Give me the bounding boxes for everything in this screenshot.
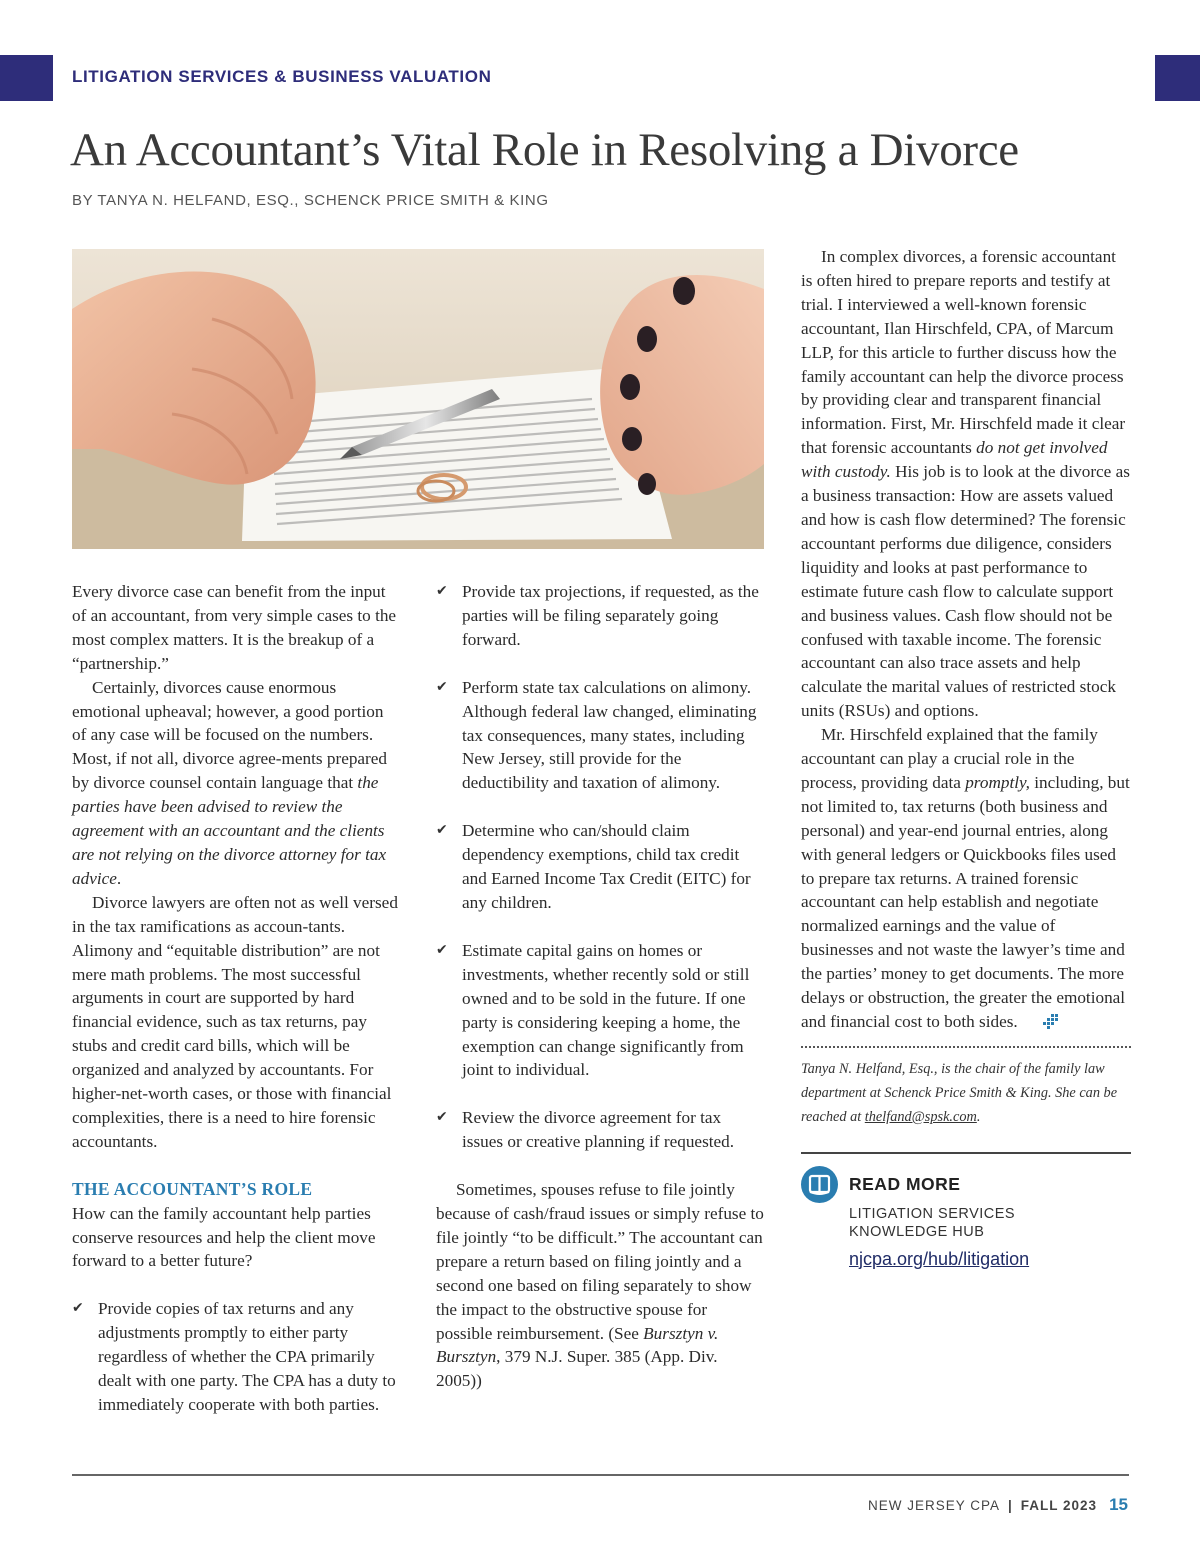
checklist-item: ✔ Provide tax projections, if requested, as the parties will be filing separately going forward. [436, 582, 759, 649]
checklist-item: ✔ Provide copies of tax returns and any adjustments promptly to either party regardless of whether the CPA primarily dealt with one party. The CPA has a duty to immediately cooperate with both parties. [72, 1299, 396, 1414]
page-number: 15 [1109, 1495, 1128, 1514]
divider [801, 1152, 1131, 1154]
paragraph: Sometimes, spouses refuse to file jointly because of cash/fraud issues or simply refuse to file jointly “to be difficult.” The accountant can prepare a return based on filing jointly and a second one based on filing separately to show the impact to the obstructive spouse for possible reimbursement. (See Bursztyn v. Bursztyn, 379 N.J. Super. 385 (App. Div. 2005)) [436, 1180, 764, 1391]
check-icon: ✔ [72, 1300, 84, 1317]
paragraph: Divorce lawyers are often not as well versed in the tax ramifications as accoun-tants. Alimony and “equitable distribution” are not mere math problems. The most successful arguments in court are supported by hard financial evidence, such as tax returns, pay stubs and credit card bills, which will be organized and analyzed by accountants. For higher-net-worth cases, or those with financial complexities, there is a need to hire forensic accountants. [72, 892, 398, 1151]
divider [801, 1046, 1131, 1048]
paragraph: How can the family accountant help parties conserve resources and help the client move forward to a better future? [72, 1203, 376, 1271]
check-icon: ✔ [436, 583, 448, 599]
check-icon: ✔ [436, 678, 448, 695]
publication-name: NEW JERSEY CPA [867, 1498, 1000, 1513]
page-footer [868, 1495, 1128, 1515]
author-bio: Tanya N. Helfand, Esq., is the chair of the family law department at Schenck Price Smith & King. She can be reached at thelfand@spsk.com. [801, 1060, 1118, 1125]
open-book-icon [801, 1166, 838, 1203]
checklist-item: ✔ Perform state tax calculations on alimony. Although federal law changed, eliminating tax consequences, many states, including New Jersey, still provide for the deductibility and taxation of alimony. [436, 677, 757, 793]
column-1 [72, 580, 402, 1417]
check-icon: ✔ [436, 941, 448, 958]
corner-accent-left [0, 55, 53, 101]
njcpa-end-mark-icon [1022, 1012, 1058, 1036]
issue-label: FALL 2023 [1020, 1498, 1098, 1513]
footer-rule [72, 1474, 1129, 1476]
byline: BY TANYA N. HELFAND, ESQ., SCHENCK PRICE SMITH & KING [72, 192, 549, 209]
check-icon: ✔ [436, 822, 448, 839]
column-2 [436, 580, 766, 1393]
paragraph: In complex divorces, a forensic accountant is often hired to prepare reports and testify at trial. I interviewed a well-known forensic accountant, Ilan Hirschfeld, CPA, of Marcum LLP, for this article to further discuss how the family accountant can help the divorce process by providing clear and transparent financial information. First, Mr. Hirschfeld made it clear that forensic accountants do not get involved with custody. His job is to look at the divorce as a business transaction: How are assets valued and how is cash flow determined? The forensic accountant performs due diligence, considers liquidity and looks at past performance to estimate future cash flow to calculate support and business values. Cash flow should not be confused with taxable income. The forensic accountant can also trace assets and help calculate the marital values of restricted stock units (RSUs) and options. [801, 247, 1130, 721]
corner-accent-right [1155, 55, 1200, 101]
section-label: LITIGATION SERVICES & BUSINESS VALUATION [72, 67, 492, 86]
read-more-title: READ MORE [849, 1173, 961, 1194]
paragraph: Every divorce case can benefit from the input of an accountant, from very simple cases to the most complex matters. It is the breakup of a “partnership.” [72, 582, 397, 673]
author-email-link[interactable]: thelfand@spsk.com [864, 1108, 977, 1125]
read-more-link[interactable]: njcpa.org/hub/litigation [849, 1248, 1030, 1269]
subheading: THE ACCOUNTANT’S ROLE [72, 1178, 313, 1199]
checklist-item: ✔ Estimate capital gains on homes or investments, whether recently sold or still owned and to be sold in the future. If one party is considering keeping a home, the exemption can change significantly from joint to individual. [436, 940, 750, 1080]
column-3 [801, 245, 1131, 1274]
read-more-subtitle: LITIGATION SERVICES KNOWLEDGE HUB [849, 1205, 1016, 1240]
footer-separator: | [1008, 1498, 1013, 1513]
paragraph: Mr. Hirschfeld explained that the family accountant can play a crucial role in the process, providing data promptly, including, but not limited to, tax returns (both business and personal) and year-end journal entries, along with general ledgers or Quickbooks files used to prepare tax returns. A trained forensic accountant can help establish and negotiate normalized earnings and the value of businesses and not waste the lawyer’s time and the parties’ money to get documents. The more delays or obstruction, the greater the emotional and financial cost to both sides. [801, 723, 1131, 1036]
article-photo [72, 249, 764, 549]
check-icon: ✔ [436, 1109, 448, 1126]
checklist-item: ✔ Review the divorce agreement for tax issues or creative planning if requested. [436, 1108, 735, 1152]
checklist-item: ✔ Determine who can/should claim dependency exemptions, child tax credit and Earned Income Tax Credit (EITC) for any children. [436, 821, 751, 912]
read-more-box [801, 1164, 1131, 1274]
article-title: An Accountant’s Vital Role in Resolving a Divorce [70, 124, 1019, 176]
paragraph: Certainly, divorces cause enormous emotional upheaval; however, a good portion of any case will be focused on the numbers. Most, if not all, divorce agree-ments prepared by divorce counsel contain language that the parties have been advised to review the agreement with an accountant and the clients are not relying on the divorce attorney for tax advice. [72, 677, 387, 888]
